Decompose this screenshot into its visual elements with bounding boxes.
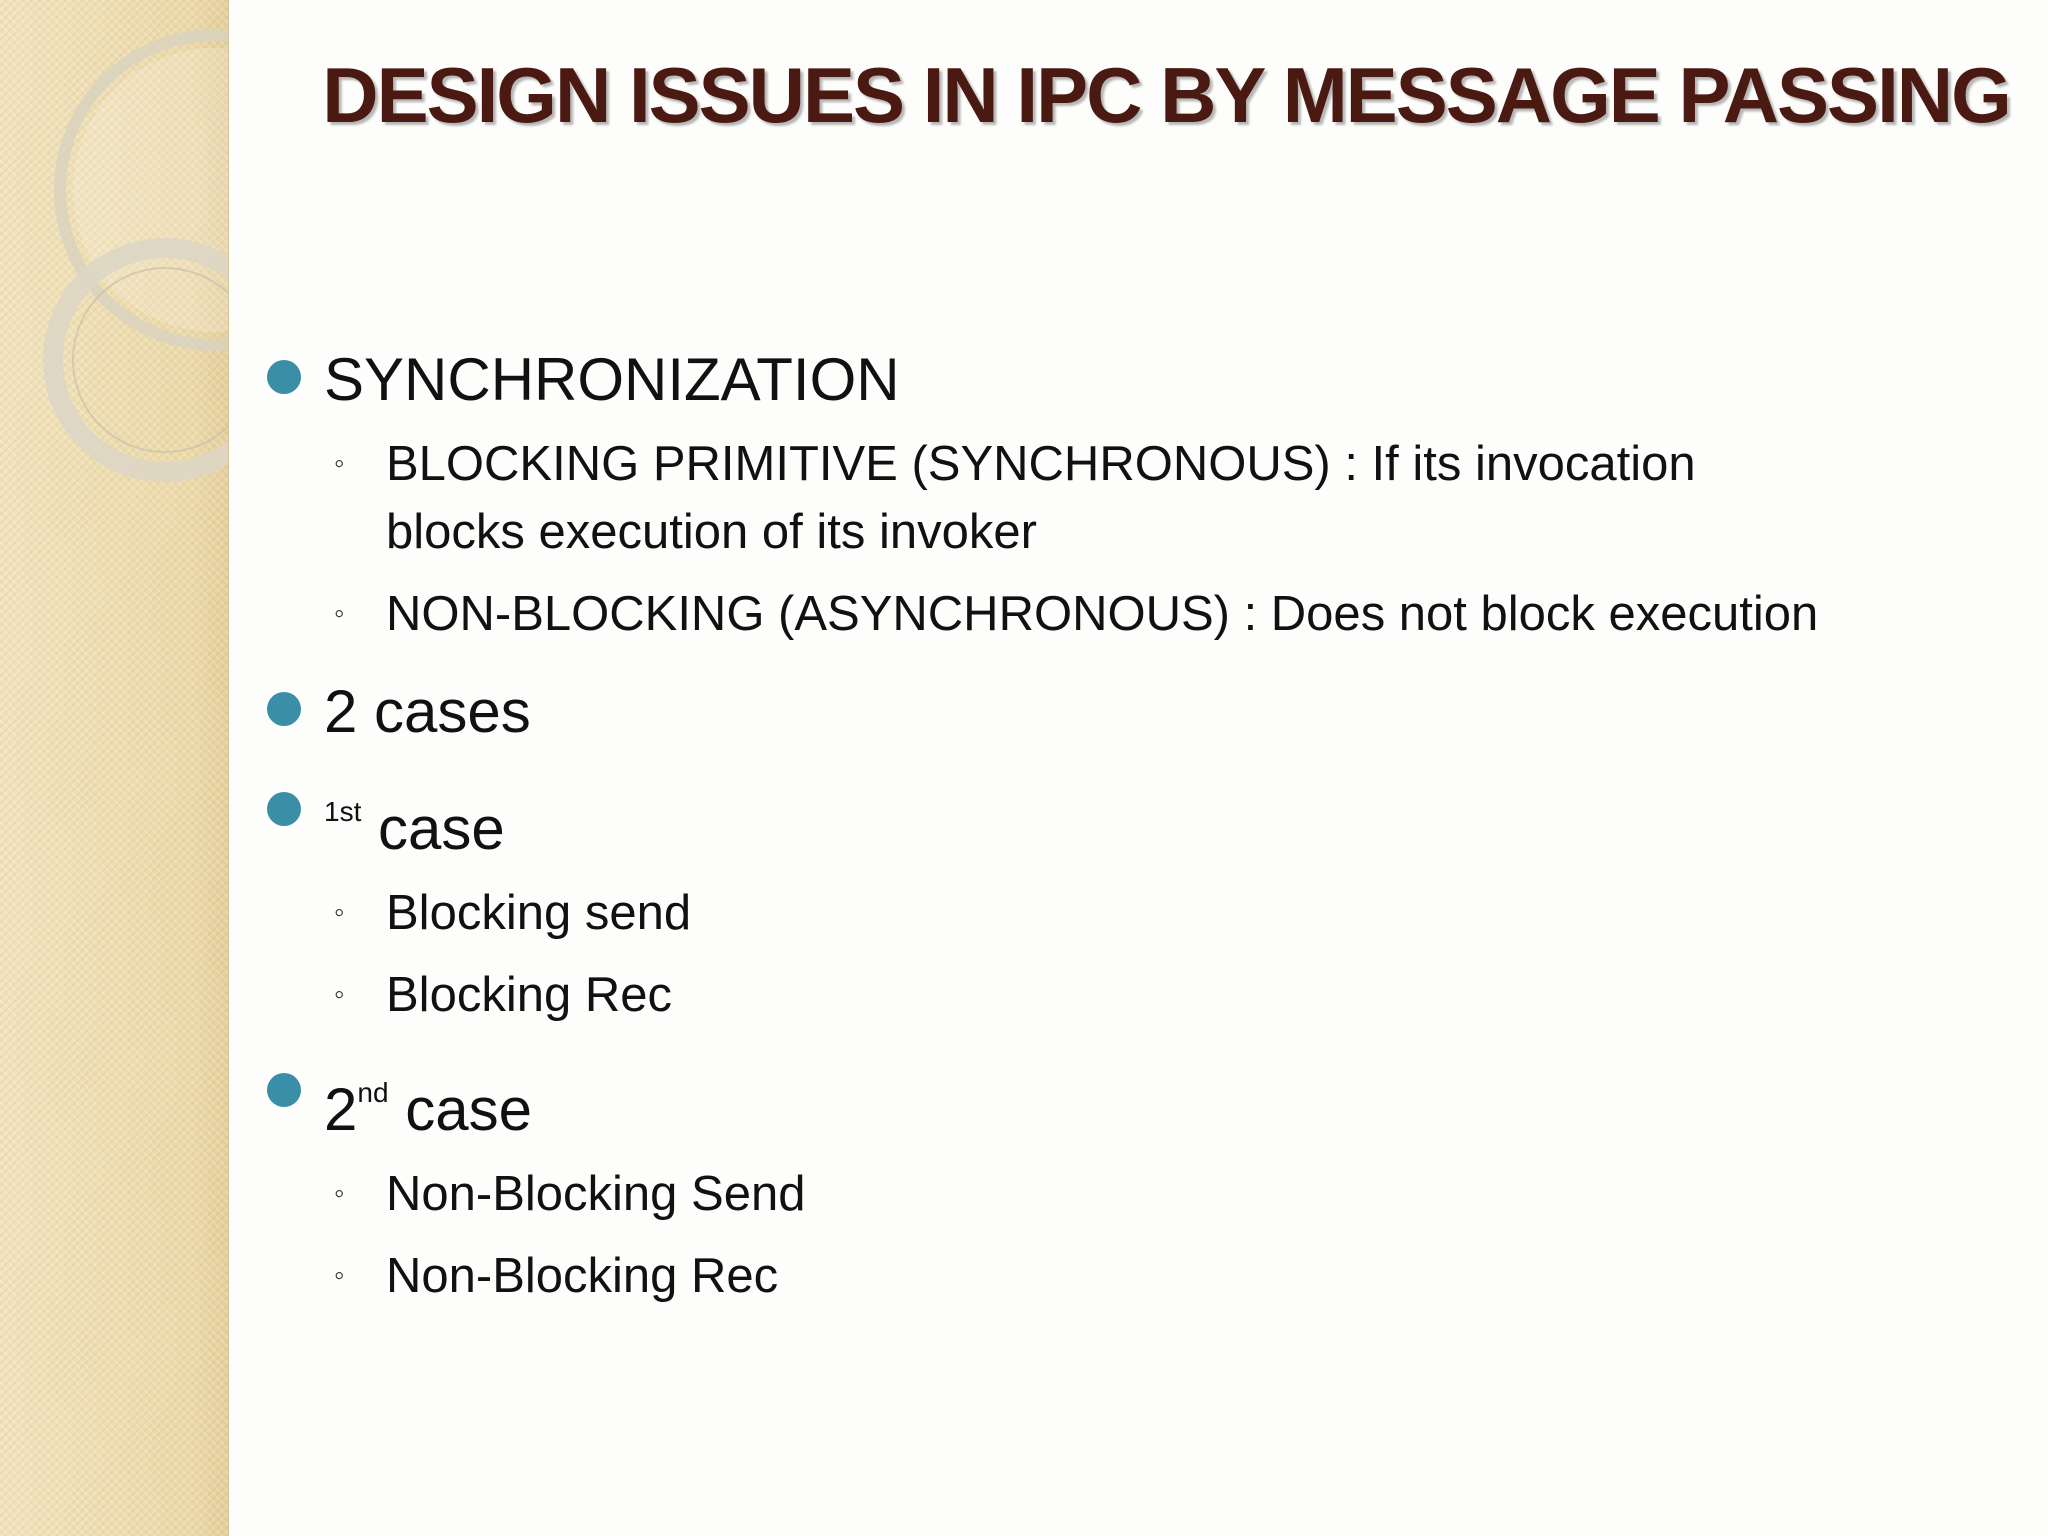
subbullet-blocking-send <box>262 879 1822 947</box>
bullet-two-cases <box>262 662 1822 762</box>
bullet-dot-icon <box>267 1073 301 1107</box>
subbullet-label: Non-Blocking Rec <box>386 1249 779 1303</box>
decorative-side-panel <box>0 0 229 1536</box>
subbullet-ring-icon: ◦ <box>334 597 345 630</box>
subbullet-label: Blocking send <box>386 886 692 940</box>
bullet-first-case <box>262 762 1822 879</box>
subbullet-ring-icon: ◦ <box>334 978 345 1011</box>
ordinal-superscript: 1st <box>324 796 362 827</box>
subbullet-non-blocking <box>262 580 1822 648</box>
ordinal-superscript: nd <box>357 1077 389 1108</box>
bullet-label: case <box>378 795 505 862</box>
subbullet-ring-icon: ◦ <box>334 896 345 929</box>
bullet-label: case <box>405 1076 532 1143</box>
subbullet-ring-icon: ◦ <box>334 1177 345 1210</box>
bullet-list <box>262 330 1822 1324</box>
bullet-dot-icon <box>267 792 301 826</box>
bullet-synchronization <box>262 330 1822 430</box>
subbullet-label: Non-Blocking Send <box>386 1167 806 1221</box>
bullet-dot-icon <box>267 692 301 726</box>
subbullet-label: NON-BLOCKING (ASYNCHRONOUS) : Does not block execution <box>386 587 1819 641</box>
subbullet-non-blocking-send <box>262 1160 1822 1228</box>
subbullet-blocking-primitive <box>262 430 1822 566</box>
subbullet-ring-icon: ◦ <box>334 447 345 480</box>
subbullet-non-blocking-rec <box>262 1242 1822 1310</box>
subbullet-label: BLOCKING PRIMITIVE (SYNCHRONOUS) : If its invocation blocks execution of its invoker <box>386 437 1696 559</box>
slide-title: DESIGN ISSUES IN IPC BY MESSAGE PASSING <box>322 51 2010 139</box>
bullet-label: SYNCHRONIZATION <box>324 346 900 413</box>
decorative-rings-icon <box>0 0 228 520</box>
bullet-second-case <box>262 1043 1822 1160</box>
bullet-dot-icon <box>267 360 301 394</box>
subbullet-blocking-rec <box>262 961 1822 1029</box>
bullet-label: 2 cases <box>324 678 531 745</box>
subbullet-label: Blocking Rec <box>386 968 672 1022</box>
ordinal-number: 2 <box>324 1076 358 1143</box>
subbullet-ring-icon: ◦ <box>334 1259 345 1292</box>
